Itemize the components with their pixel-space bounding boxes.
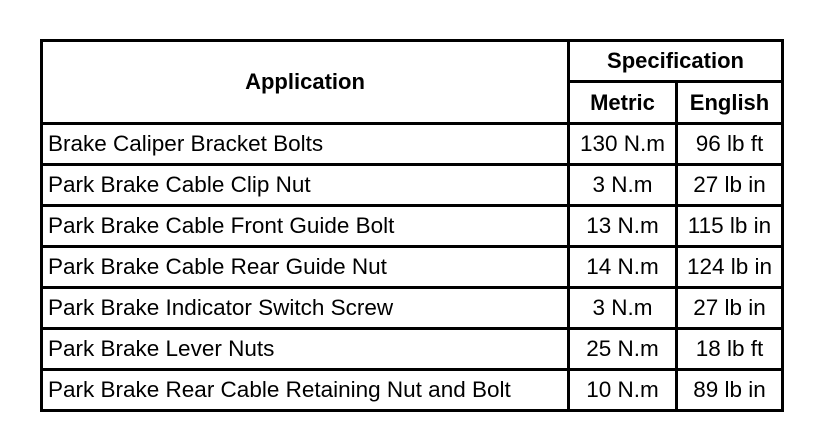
table-row: [42, 288, 783, 329]
application-cell: Park Brake Cable Rear Guide Nut: [42, 247, 569, 288]
specification-column-header: Specification: [569, 41, 783, 82]
english-cell: 96 lb ft: [677, 124, 783, 165]
english-cell: 89 lb in: [677, 370, 783, 411]
table-row: [42, 370, 783, 411]
application-cell: Park Brake Cable Front Guide Bolt: [42, 206, 569, 247]
application-cell: Brake Caliper Bracket Bolts: [42, 124, 569, 165]
application-cell: Park Brake Indicator Switch Screw: [42, 288, 569, 329]
table-row: [42, 124, 783, 165]
metric-cell: 3 N.m: [569, 165, 677, 206]
table-header-row: [42, 41, 783, 82]
metric-cell: 25 N.m: [569, 329, 677, 370]
metric-cell: 14 N.m: [569, 247, 677, 288]
table-row: [42, 165, 783, 206]
application-column-header: Application: [42, 41, 569, 124]
english-cell: 27 lb in: [677, 165, 783, 206]
metric-column-header: Metric: [569, 82, 677, 124]
metric-cell: 3 N.m: [569, 288, 677, 329]
english-cell: 115 lb in: [677, 206, 783, 247]
table-row: [42, 206, 783, 247]
english-column-header: English: [677, 82, 783, 124]
english-cell: 124 lb in: [677, 247, 783, 288]
table-row: [42, 329, 783, 370]
metric-cell: 10 N.m: [569, 370, 677, 411]
english-cell: 27 lb in: [677, 288, 783, 329]
table-row: [42, 247, 783, 288]
application-cell: Park Brake Lever Nuts: [42, 329, 569, 370]
application-cell: Park Brake Rear Cable Retaining Nut and Bolt: [42, 370, 569, 411]
metric-cell: 130 N.m: [569, 124, 677, 165]
specification-table: [40, 39, 784, 412]
english-cell: 18 lb ft: [677, 329, 783, 370]
application-cell: Park Brake Cable Clip Nut: [42, 165, 569, 206]
metric-cell: 13 N.m: [569, 206, 677, 247]
